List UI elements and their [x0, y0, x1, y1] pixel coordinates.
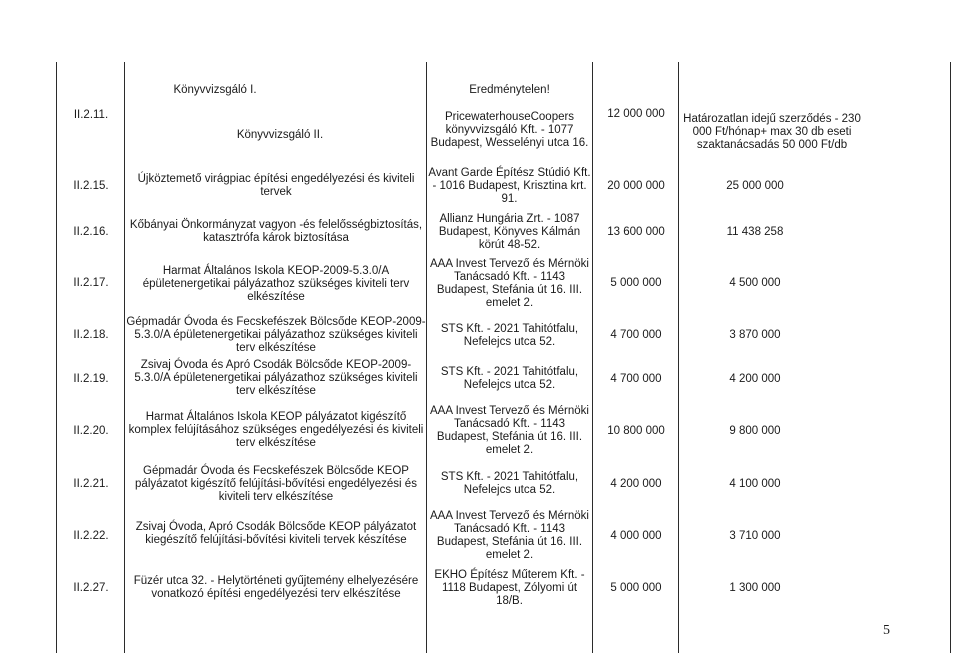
row-winner: STS Kft. - 2021 Tahitótfalu, Nefelejcs utca 52.	[440, 471, 579, 496]
column-divider-2	[124, 62, 125, 653]
row-id: II.2.16.	[73, 225, 109, 238]
row-winner: AAA Invest Tervező és Mérnöki Tanácsadó Kft. - 1143 Budapest, Stefánia út 16. III. emelet 2.	[430, 258, 589, 309]
row-winner: Allianz Hungária Zrt. - 1087 Budapest, Könyves Kálmán körút 48-52.	[438, 212, 581, 251]
row-description: Harmat Általános Iskola KEOP-2009-5.3.0/A épületenergetikai pályázathoz szükséges kiviteli terv elkészítése	[142, 264, 410, 303]
row-winner: STS Kft. - 2021 Tahitótfalu, Nefelejcs utca 52.	[440, 366, 579, 391]
row-amount: 20 000 000	[607, 179, 665, 192]
row-id: II.2.27.	[73, 581, 109, 594]
row-id: II.2.15.	[73, 179, 109, 192]
column-divider-5	[678, 62, 679, 653]
column-divider-6	[950, 62, 951, 653]
row-actual: Határozatlan idejű szerződés - 230 000 Ft/hónap+ max 30 db eseti szaktanácsadás 50 000 Ft/db	[683, 112, 861, 151]
row-winner: Avant Garde Építész Stúdió Kft. - 1016 Budapest, Krisztina krt. 91.	[428, 166, 591, 205]
row-actual: 3 710 000	[729, 529, 781, 542]
row-winner: AAA Invest Tervező és Mérnöki Tanácsadó Kft. - 1143 Budapest, Stefánia út 16. III. emelet 2.	[430, 510, 589, 561]
row-id: II.2.21.	[73, 477, 109, 490]
row-actual: 9 800 000	[729, 424, 781, 437]
row-amount: 5 000 000	[610, 276, 662, 289]
row-description: Kőbányai Önkormányzat vagyon -és felelősségbiztosítás, katasztrófa károk biztosítása	[129, 219, 423, 244]
row-description: Könyvvizsgáló II.	[236, 128, 324, 141]
row-actual: 11 438 258	[726, 225, 784, 238]
row-amount: 13 600 000	[607, 225, 665, 238]
row-id: II.2.20.	[73, 424, 109, 437]
row-description: Gépmadár Óvoda és Fecskefészek Bölcsőde KEOP-2009-5.3.0/A épületenergetikai pályázathoz szükséges kiviteli terv elkészítése	[126, 315, 426, 354]
row-winner: AAA Invest Tervező és Mérnöki Tanácsadó Kft. - 1143 Budapest, Stefánia út 16. III. emelet 2.	[430, 405, 589, 456]
row-winner: Eredménytelen!	[469, 83, 550, 96]
row-actual: 3 870 000	[729, 328, 781, 341]
row-actual: 1 300 000	[729, 581, 781, 594]
row-id: II.2.17.	[73, 276, 109, 289]
row-description: Zsivaj Óvoda, Apró Csodák Bölcsőde KEOP pályázatot kiegészítő felújítási-bővítési kiviteli tervek készítése	[135, 521, 417, 546]
row-actual: 25 000 000	[726, 179, 784, 192]
column-divider-4	[592, 62, 593, 653]
row-amount: 4 700 000	[610, 372, 662, 385]
row-winner: PricewaterhouseCoopers könyvvizsgáló Kft. - 1077 Budapest, Wesselényi utca 16.	[430, 110, 589, 149]
row-id: II.2.22.	[73, 529, 109, 542]
column-divider-1	[56, 62, 57, 653]
row-actual: 4 200 000	[729, 372, 781, 385]
row-amount: 4 000 000	[610, 529, 662, 542]
row-id: II.2.18.	[73, 328, 109, 341]
row-id: II.2.19.	[73, 372, 109, 385]
row-description: Harmat Általános Iskola KEOP pályázatot kigészítő komplex felújításához szükséges engedélyezési és kiviteli terv elkészítése	[128, 410, 424, 449]
row-winner: STS Kft. - 2021 Tahitótfalu, Nefelejcs utca 52.	[440, 323, 579, 348]
row-amount: 4 700 000	[610, 328, 662, 341]
row-id: II.2.11.	[73, 108, 109, 121]
row-winner: EKHO Építész Műterem Kft. - 1118 Budapest, Zólyomi út 18/B.	[434, 568, 585, 607]
row-description: Gépmadár Óvoda és Fecskefészek Bölcsőde KEOP pályázatot kigészítő felújítási-bővítési engedélyezési és kiviteli terv elkészítése	[135, 464, 417, 503]
row-actual: 4 100 000	[729, 477, 781, 490]
row-actual: 4 500 000	[729, 276, 781, 289]
page-number: 5	[883, 623, 890, 638]
row-amount: 10 800 000	[607, 424, 665, 437]
row-amount: 4 200 000	[610, 477, 662, 490]
row-amount: 12 000 000	[607, 107, 665, 120]
row-description: Füzér utca 32. - Helytörténeti gyűjtemény elhelyezésére vonatkozó építési engedélyezési terv elkészítése	[133, 575, 419, 600]
row-description: Zsivaj Óvoda és Apró Csodák Bölcsőde KEOP-2009-5.3.0/A épületenergetikai pályázathoz szükséges kiviteli terv elkészítése	[134, 358, 418, 397]
row-amount: 5 000 000	[610, 581, 662, 594]
row-description: Újköztemető virágpiac építési engedélyezési és kiviteli tervek	[137, 173, 415, 198]
row-description: Könyvvizsgáló I.	[173, 83, 257, 96]
